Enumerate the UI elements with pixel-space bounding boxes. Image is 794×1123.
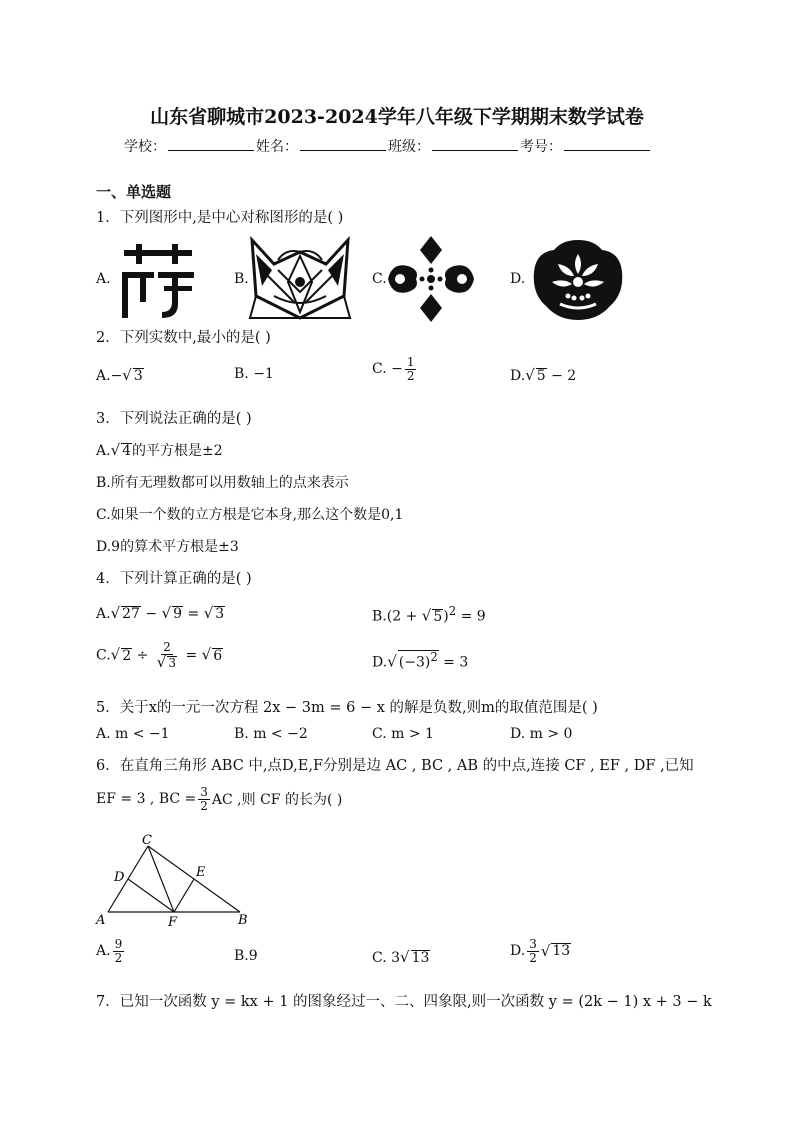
school-blank <box>168 136 254 151</box>
q2-stem: 2．下列实数中,最小的是( ) <box>96 330 271 346</box>
radical-icon: √ <box>161 604 172 622</box>
q3-option-b[interactable]: B.所有无理数都可以用数轴上的点来表示 <box>96 475 349 491</box>
q2-d-suffix: − 2 <box>551 368 577 384</box>
q6-d-prefix: D. <box>510 943 526 960</box>
radical-icon: √ <box>110 604 121 622</box>
q2-c-denominator: 2 <box>406 368 415 383</box>
q6-option-c[interactable] <box>372 948 430 966</box>
q4-a-radicand-3: 3 <box>215 606 225 622</box>
q4-c-numerator: 2 <box>163 640 171 654</box>
q2-c-numerator: 1 <box>406 355 415 369</box>
q4-c-radicand-2: 6 <box>213 647 223 664</box>
q3-a-prefix: A. <box>96 443 111 459</box>
q6-cond-denominator: 2 <box>200 798 208 813</box>
q4-option-b[interactable] <box>372 604 486 625</box>
q4-c-prefix: C. <box>96 647 111 664</box>
q6-a-denominator: 2 <box>114 950 123 965</box>
q4-c-equals: = <box>181 647 202 664</box>
radical-icon: √ <box>387 652 397 671</box>
q6-d-denominator: 2 <box>529 950 537 965</box>
q3-a-suffix: 的平方根是±2 <box>132 443 223 459</box>
q4-b-exponent: 2 <box>448 604 457 618</box>
radical-icon: √ <box>110 441 121 459</box>
q5-option-d[interactable]: D. m > 0 <box>510 726 573 742</box>
q4-b-left: (2 + <box>386 608 422 625</box>
q4-d-inner: (−3) <box>398 654 431 671</box>
q2-a-prefix: A. <box>96 368 111 384</box>
q6-a-numerator: 9 <box>114 937 123 951</box>
vertex-c-label: C <box>142 834 152 848</box>
figure-a-glyph-icon <box>118 242 198 322</box>
q6-a-prefix: A. <box>96 943 111 960</box>
q2-option-a[interactable] <box>96 366 144 384</box>
student-info-row <box>124 136 652 156</box>
radical-icon: √ <box>156 652 167 671</box>
q4-option-c[interactable] <box>96 641 223 670</box>
figure-c-quatrefoil-icon <box>386 234 476 324</box>
q5-option-a[interactable]: A. m < −1 <box>96 726 170 742</box>
q6-c-radicand: 13 <box>411 950 430 966</box>
q2-option-c[interactable] <box>372 356 418 382</box>
q2-c-fraction <box>405 356 417 382</box>
q4-c-den-radicand: 3 <box>168 655 176 670</box>
q4-b-result: = 9 <box>456 608 486 625</box>
q6-d-fraction <box>527 938 539 964</box>
figure-b-fox-mask-icon <box>248 236 352 322</box>
q4-d-radicand <box>398 650 439 671</box>
q4-a-radicand-2: 9 <box>173 606 183 622</box>
q3-option-c[interactable]: C.如果一个数的立方根是它本身,那么这个数是0,1 <box>96 507 404 523</box>
q4-a-equals: = <box>183 606 204 622</box>
q6-triangle-figure <box>92 834 262 930</box>
figure-d-flower-emblem-icon <box>532 238 624 322</box>
exam-no-label: 考号： <box>520 139 562 155</box>
q5-stem: 5．关于x的一元一次方程 2x − 3m = 6 − x 的解是负数,则m的取值范围是( ) <box>96 700 598 716</box>
q6-option-a[interactable] <box>96 938 126 964</box>
q6-stem: 6．在直角三角形 ABC 中,点D,E,F分别是边 AC , BC , AB 的中点,连接 CF , EF , DF ,已知 <box>96 758 694 774</box>
vertex-d-label: D <box>114 870 125 885</box>
q4-c-fraction <box>155 641 179 670</box>
radical-icon: √ <box>203 604 214 622</box>
section-heading: 一、单选题 <box>96 183 172 201</box>
q4-a-radicand-1: 27 <box>122 606 140 622</box>
q2-option-b[interactable]: B. −1 <box>234 366 274 382</box>
vertex-e-label: E <box>196 865 206 880</box>
q4-d-exponent: 2 <box>430 650 438 664</box>
q4-b-prefix: B. <box>372 608 387 625</box>
q6-option-b[interactable]: B.9 <box>234 948 258 964</box>
q1-label-a: A. <box>96 271 111 287</box>
q6-c-prefix: C. 3 <box>372 950 401 966</box>
radical-icon: √ <box>421 606 432 625</box>
q6-option-d[interactable] <box>510 938 571 964</box>
q4-c-operator: ÷ <box>132 647 153 664</box>
q2-d-radicand: 5 <box>536 368 546 384</box>
q2-a-minus: − <box>110 368 123 384</box>
q6-d-numerator: 3 <box>529 937 537 951</box>
q2-d-prefix: D. <box>510 368 526 384</box>
q2-a-radicand: 3 <box>133 368 143 384</box>
q4-a-prefix: A. <box>96 606 111 622</box>
q2-option-d[interactable] <box>510 366 576 384</box>
radical-icon: √ <box>540 942 551 961</box>
vertex-b-label: B <box>238 913 248 928</box>
radical-icon: √ <box>122 366 132 384</box>
q4-d-prefix: D. <box>372 654 388 671</box>
q3-a-radicand: 4 <box>122 443 132 459</box>
q5-option-c[interactable]: C. m > 1 <box>372 726 434 742</box>
q1-label-d: D. <box>510 271 526 287</box>
name-blank <box>300 136 386 151</box>
q4-option-d[interactable] <box>372 650 468 671</box>
q6-cond-fraction <box>198 786 210 812</box>
page-title: 山东省聊城市2023-2024学年八年级下学期期末数学试卷 <box>150 106 644 128</box>
q3-option-d[interactable]: D.9的算术平方根是±3 <box>96 539 239 555</box>
q5-option-b[interactable]: B. m < −2 <box>234 726 308 742</box>
radical-icon: √ <box>110 645 121 664</box>
radical-icon: √ <box>525 366 535 384</box>
class-label: 班级： <box>388 139 430 155</box>
q4-b-radicand: 5 <box>433 608 443 625</box>
q4-option-a[interactable] <box>96 604 225 622</box>
q6-cond-prefix: EF = 3 , BC = <box>96 791 197 808</box>
q4-a-operator: − <box>140 606 162 622</box>
radical-icon: √ <box>201 645 212 664</box>
q7-stem: 7．已知一次函数 y = kx + 1 的图象经过一、二、四象限,则一次函数 y = (2k − 1) x + 3 − k <box>96 994 712 1010</box>
q6-d-radicand: 13 <box>552 942 571 959</box>
q4-d-result: = 3 <box>438 654 469 671</box>
q1-label-c: C. <box>372 271 387 287</box>
q4-stem: 4．下列计算正确的是( ) <box>96 571 252 587</box>
q1-label-b: B. <box>234 271 249 287</box>
q3-option-a[interactable] <box>96 440 223 460</box>
q4-c-denominator <box>155 652 179 671</box>
school-label: 学校： <box>124 139 166 155</box>
name-label: 姓名： <box>256 139 298 155</box>
q3-stem: 3．下列说法正确的是( ) <box>96 411 252 427</box>
q2-c-prefix: C. − <box>372 361 403 378</box>
q4-b-right-paren: ) <box>443 608 449 625</box>
q4-c-radicand-1: 2 <box>122 647 132 664</box>
q6-cond-numerator: 3 <box>200 785 208 799</box>
exam-no-blank <box>564 136 650 151</box>
q6-condition <box>96 786 342 812</box>
q6-cond-suffix: AC ,则 CF 的长为( ) <box>211 792 343 809</box>
class-blank <box>432 136 518 151</box>
q1-stem: 1．下列图形中,是中心对称图形的是( ) <box>96 210 344 226</box>
q6-a-fraction <box>113 938 125 964</box>
vertex-f-label: F <box>168 915 178 930</box>
radical-icon: √ <box>400 948 410 966</box>
vertex-a-label: A <box>96 913 106 928</box>
